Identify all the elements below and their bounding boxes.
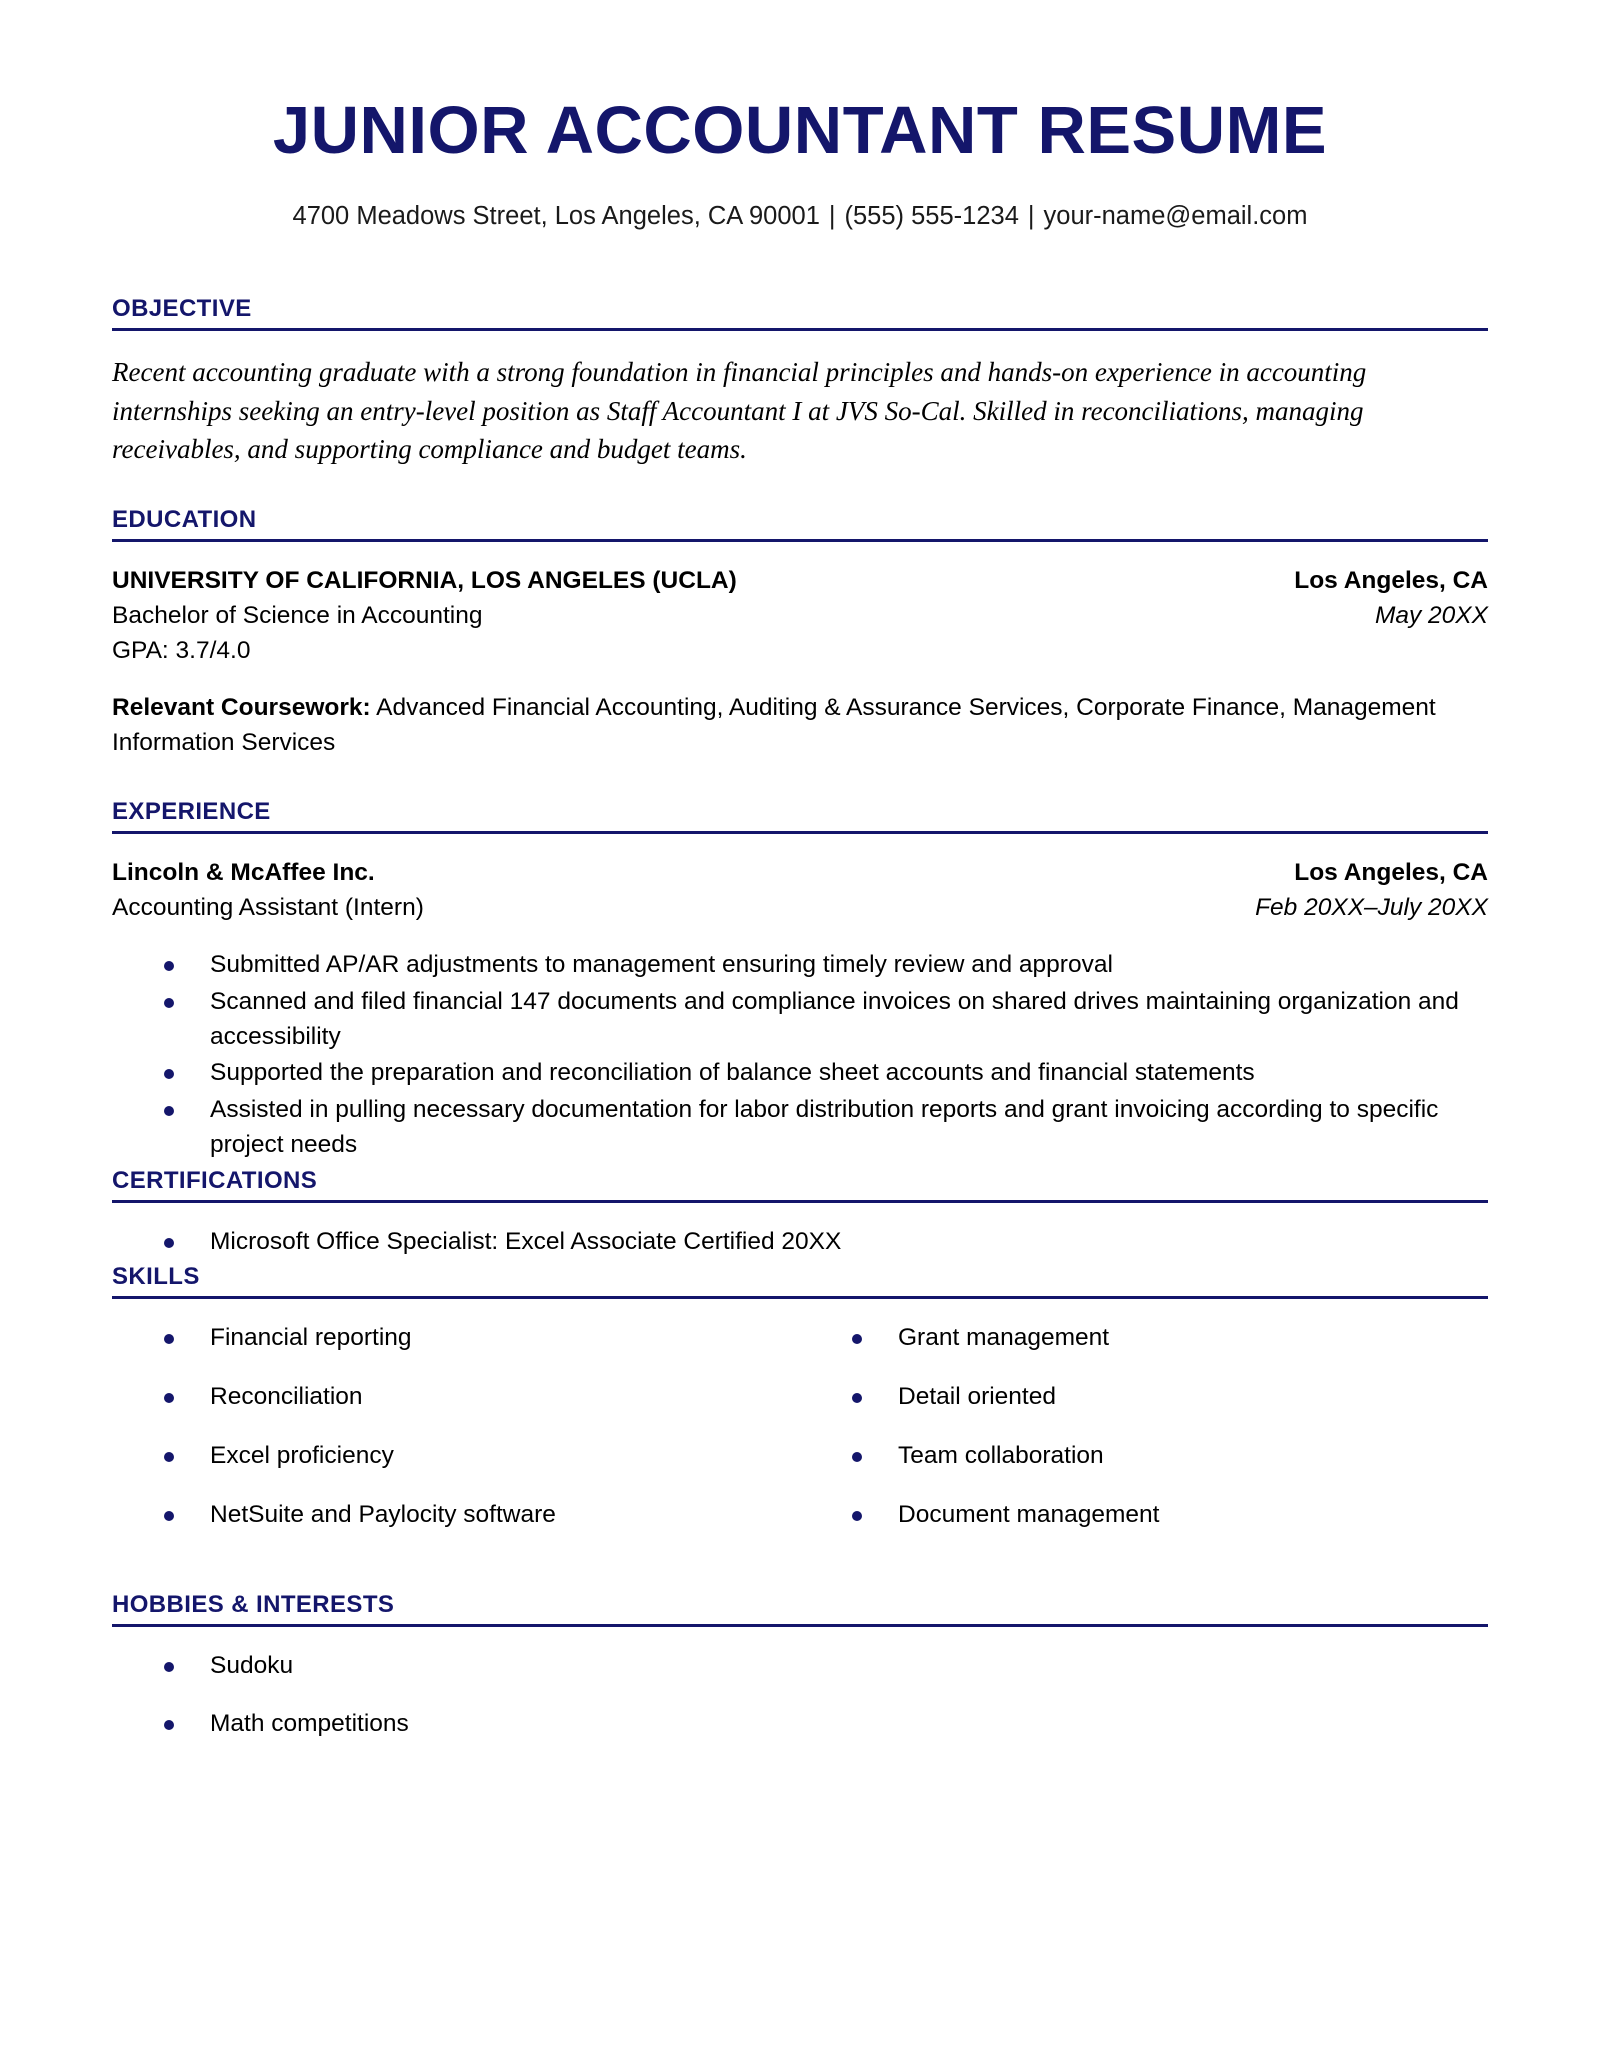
- experience-bullet-list: [112, 948, 1488, 1163]
- certifications-list: [112, 1225, 1488, 1260]
- skills-grid: [112, 1321, 1488, 1586]
- contact-line: [112, 200, 1488, 233]
- skills-body: [112, 1299, 1488, 1586]
- contact-address: 4700 Meadows Street, Los Angeles, CA 90001: [292, 202, 820, 231]
- experience-entry: [112, 856, 1488, 1162]
- page-title: JUNIOR ACCOUNTANT RESUME: [272, 93, 1328, 168]
- list-item: Reconciliation: [164, 1380, 800, 1415]
- section-heading-objective: OBJECTIVE: [112, 295, 1488, 331]
- contact-phone: (555) 555-1234: [844, 202, 1019, 231]
- section-heading-skills: SKILLS: [112, 1263, 1488, 1299]
- education-gpa: GPA: 3.7/4.0: [112, 637, 251, 665]
- education-body: [112, 542, 1488, 794]
- contact-email: your-name@email.com: [1043, 202, 1308, 231]
- list-item: Detail oriented: [852, 1380, 1488, 1415]
- objective-body: [112, 331, 1488, 502]
- experience-body: [112, 834, 1488, 1162]
- education-location: Los Angeles, CA: [1294, 567, 1488, 595]
- education-graduation-date: May 20XX: [1374, 602, 1488, 630]
- objective-text: Recent accounting graduate with a strong foundation in financial principles and hands-on experience in accounting internships seeking an entry-level position as Staff Accountant I at JVS So-Cal. Skilled in reconciliations, managing receivables, and supporting compliance and budget teams.: [112, 357, 1367, 465]
- education-entry: [112, 564, 1488, 794]
- section-heading-experience: EXPERIENCE: [112, 798, 1488, 834]
- experience-entry-row-company: [112, 856, 1488, 891]
- spacer: [112, 760, 1488, 794]
- spacer: [112, 669, 1488, 691]
- education-coursework: [112, 691, 1488, 761]
- section-education: [112, 506, 1488, 794]
- education-degree: Bachelor of Science in Accounting: [112, 602, 483, 630]
- list-item: Assisted in pulling necessary documentation for labor distribution reports and grant invoicing according to specific project needs: [164, 1093, 1488, 1163]
- list-item: Submitted AP/AR adjustments to management ensuring timely review and approval: [164, 948, 1488, 983]
- skills-column-right: [800, 1321, 1488, 1556]
- list-item: Supported the preparation and reconciliation of balance sheet accounts and financial statements: [164, 1056, 1488, 1091]
- section-heading-education: EDUCATION: [112, 506, 1488, 542]
- section-certifications: [112, 1167, 1488, 1260]
- skills-column-left: [112, 1321, 800, 1556]
- experience-location: Los Angeles, CA: [1294, 859, 1488, 887]
- section-heading-hobbies: HOBBIES & INTERESTS: [112, 1591, 1488, 1627]
- list-item: Scanned and filed financial 147 documents and compliance invoices on shared drives maintaining organization and accessibility: [164, 985, 1488, 1055]
- experience-company: Lincoln & McAffee Inc.: [112, 859, 375, 887]
- list-item: Team collaboration: [852, 1439, 1488, 1474]
- experience-job-title: Accounting Assistant (Intern): [112, 894, 424, 922]
- education-entry-row-school: [112, 564, 1488, 599]
- list-item: NetSuite and Paylocity software: [164, 1498, 800, 1533]
- list-item: Microsoft Office Specialist: Excel Associate Certified 20XX: [164, 1225, 1488, 1260]
- education-coursework-label: Relevant Coursework:: [112, 693, 371, 721]
- list-item: Excel proficiency: [164, 1439, 800, 1474]
- section-experience: [112, 798, 1488, 1162]
- certifications-body: [112, 1203, 1488, 1260]
- spacer: [112, 926, 1488, 948]
- education-school: UNIVERSITY OF CALIFORNIA, LOS ANGELES (UCLA): [112, 567, 737, 595]
- list-item: Sudoku: [164, 1649, 1488, 1684]
- section-skills: [112, 1263, 1488, 1586]
- list-item: Document management: [852, 1498, 1488, 1533]
- list-item: Financial reporting: [164, 1321, 800, 1356]
- section-hobbies: [112, 1591, 1488, 1743]
- hobbies-list: [112, 1649, 1488, 1743]
- contact-separator-2: |: [1027, 202, 1035, 231]
- section-objective: [112, 295, 1488, 502]
- section-heading-certifications: CERTIFICATIONS: [112, 1167, 1488, 1203]
- list-item: Math competitions: [164, 1707, 1488, 1742]
- education-coursework-text: Advanced Financial Accounting, Auditing & Assurance Services, Corporate Finance, Management Information Services: [112, 693, 1436, 756]
- education-entry-row-degree: [112, 599, 1488, 634]
- experience-entry-row-title: [112, 891, 1488, 926]
- hobbies-body: [112, 1627, 1488, 1743]
- experience-dates: Feb 20XX–July 20XX: [1255, 894, 1488, 922]
- contact-separator-1: |: [828, 202, 836, 231]
- list-item: Grant management: [852, 1321, 1488, 1356]
